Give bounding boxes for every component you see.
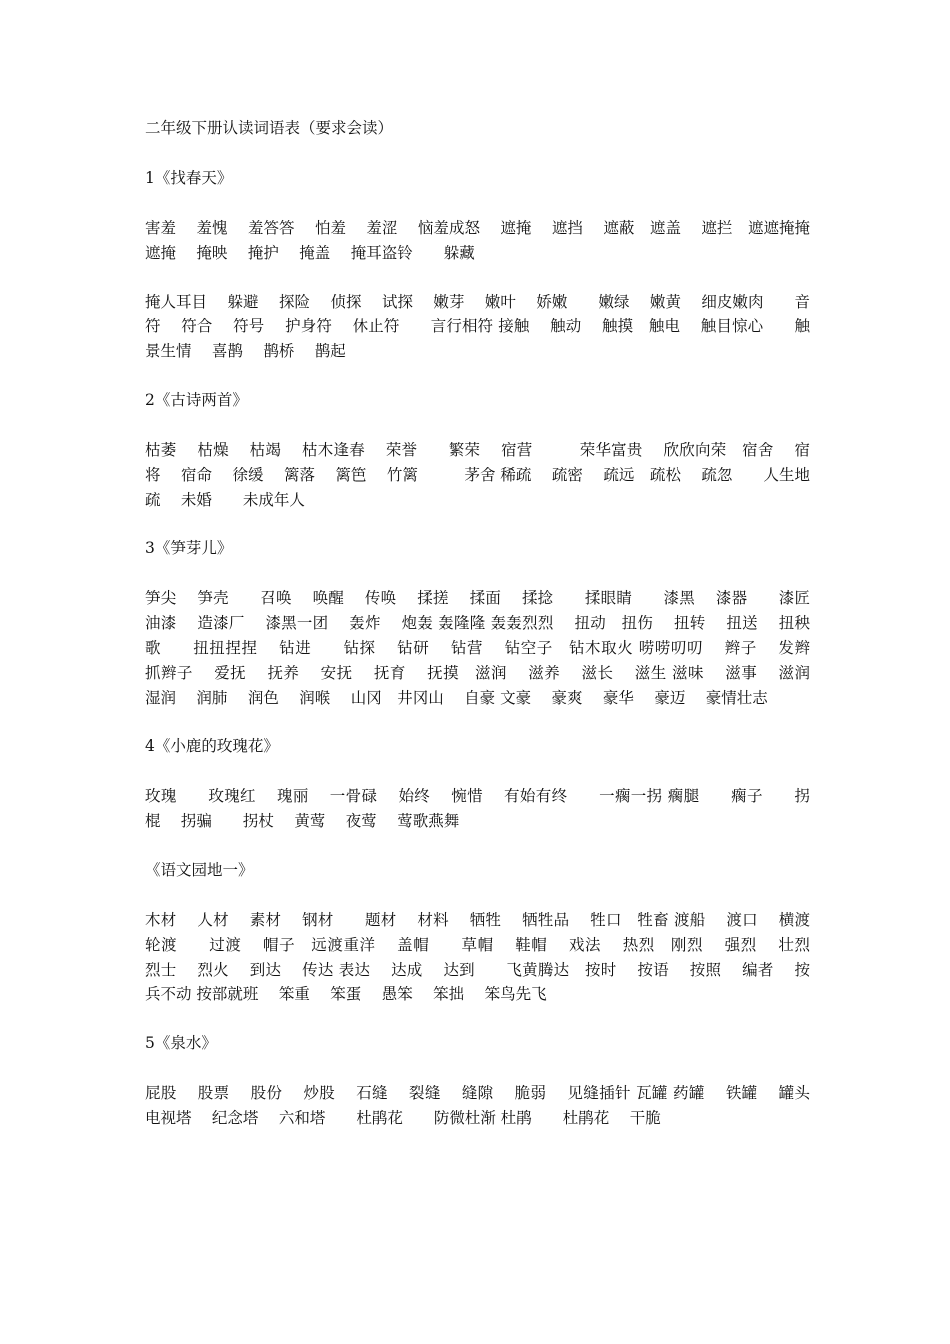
document-page bbox=[145, 116, 857, 1155]
section-lesson-5 bbox=[145, 1031, 831, 1131]
section-heading: 《语文园地一》 bbox=[145, 860, 254, 879]
document-title: 二年级下册认读词语表（要求会读） bbox=[145, 119, 394, 137]
word-list-paragraph: 木材 人材 素材 钢材 题材 材料 牺牲 牺牲品 牲口 牲畜 渡船 渡口 横渡 轮渡 过渡 帽子 远渡重洋 盖帽 草帽 鞋帽 戏法 热烈 刚烈 强烈 壮烈 烈士 烈火 到达 传达 表达 达成 达到 飞黄腾达 按时 按语 按照 编者 按兵不动 按部就班 笨重 笨蛋 愚笨 笨拙 笨鸟先飞 bbox=[145, 910, 831, 1004]
section-lesson-2 bbox=[145, 388, 810, 512]
word-list-paragraph: 枯萎 枯燥 枯竭 枯木逢春 荣誉 繁荣 宿营 荣华富贵 欣欣向荣 宿舍 宿将 宿命 徐缓 篱落 篱笆 竹篱 茅舍 稀疏 疏密 疏远 疏松 疏忽 人生地疏 未婚 未成年人 bbox=[145, 440, 810, 509]
section-heading: 1《找春天》 bbox=[145, 169, 233, 187]
section-lesson-4 bbox=[145, 734, 810, 834]
section-language-garden-1 bbox=[145, 858, 831, 1007]
section-lesson-1 bbox=[145, 166, 831, 364]
word-list-paragraph: 笋尖 笋壳 召唤 唤醒 传唤 揉搓 揉面 揉捻 揉眼睛 漆黑 漆器 漆匠 油漆 造漆厂 漆黑一团 轰炸 炮轰 轰隆隆 轰轰烈烈 扭动 扭伤 扭转 扭送 扭秧歌 扭扭捏捏 钻进 钻探 钻研 钻营 钻空子 钻木取火 唠唠叨叨 辫子 发辫 抓辫子 爱抚 抚养 安抚 抚育 抚摸 滋润 滋养 滋长 滋生 滋味 滋事 滋润 湿润 润肺 润色 润喉 山冈 井冈山 自豪 文豪 豪爽 豪华 豪迈 豪情壮志 bbox=[145, 589, 857, 707]
word-list-paragraph: 玫瑰 玫瑰红 瑰丽 一骨碌 始终 惋惜 有始有终 一瘸一拐 瘸腿 瘸子 拐棍 拐骗 拐杖 黄莺 夜莺 莺歌燕舞 bbox=[145, 787, 810, 831]
section-heading: 3《笋芽儿》 bbox=[145, 539, 233, 558]
word-list-paragraph: 害羞 羞愧 羞答答 怕羞 羞涩 恼羞成怒 遮掩 遮挡 遮蔽 遮盖 遮拦 遮遮掩掩 遮掩 掩映 掩护 掩盖 掩耳盗铃 躲藏 bbox=[145, 219, 831, 262]
section-lesson-3 bbox=[145, 536, 857, 710]
section-heading: 2《古诗两首》 bbox=[145, 390, 248, 409]
section-heading: 5《泉水》 bbox=[145, 1034, 217, 1053]
word-list-paragraph: 屁股 股票 股份 炒股 石缝 裂缝 缝隙 脆弱 见缝插针 瓦罐 药罐 铁罐 罐头 电视塔 纪念塔 六和塔 杜鹃花 防微杜渐 杜鹃 杜鹃花 干脆 bbox=[145, 1084, 831, 1127]
word-list-paragraph: 掩人耳目 躲避 探险 侦探 试探 嫩芽 嫩叶 娇嫩 嫩绿 嫩黄 细皮嫩肉 音符 符合 符号 护身符 休止符 言行相符 接触 触动 触摸 触电 触目惊心 触景生情 喜鹊 鹊桥 鹊起 bbox=[145, 292, 810, 361]
section-heading: 4《小鹿的玫瑰花》 bbox=[145, 737, 279, 756]
